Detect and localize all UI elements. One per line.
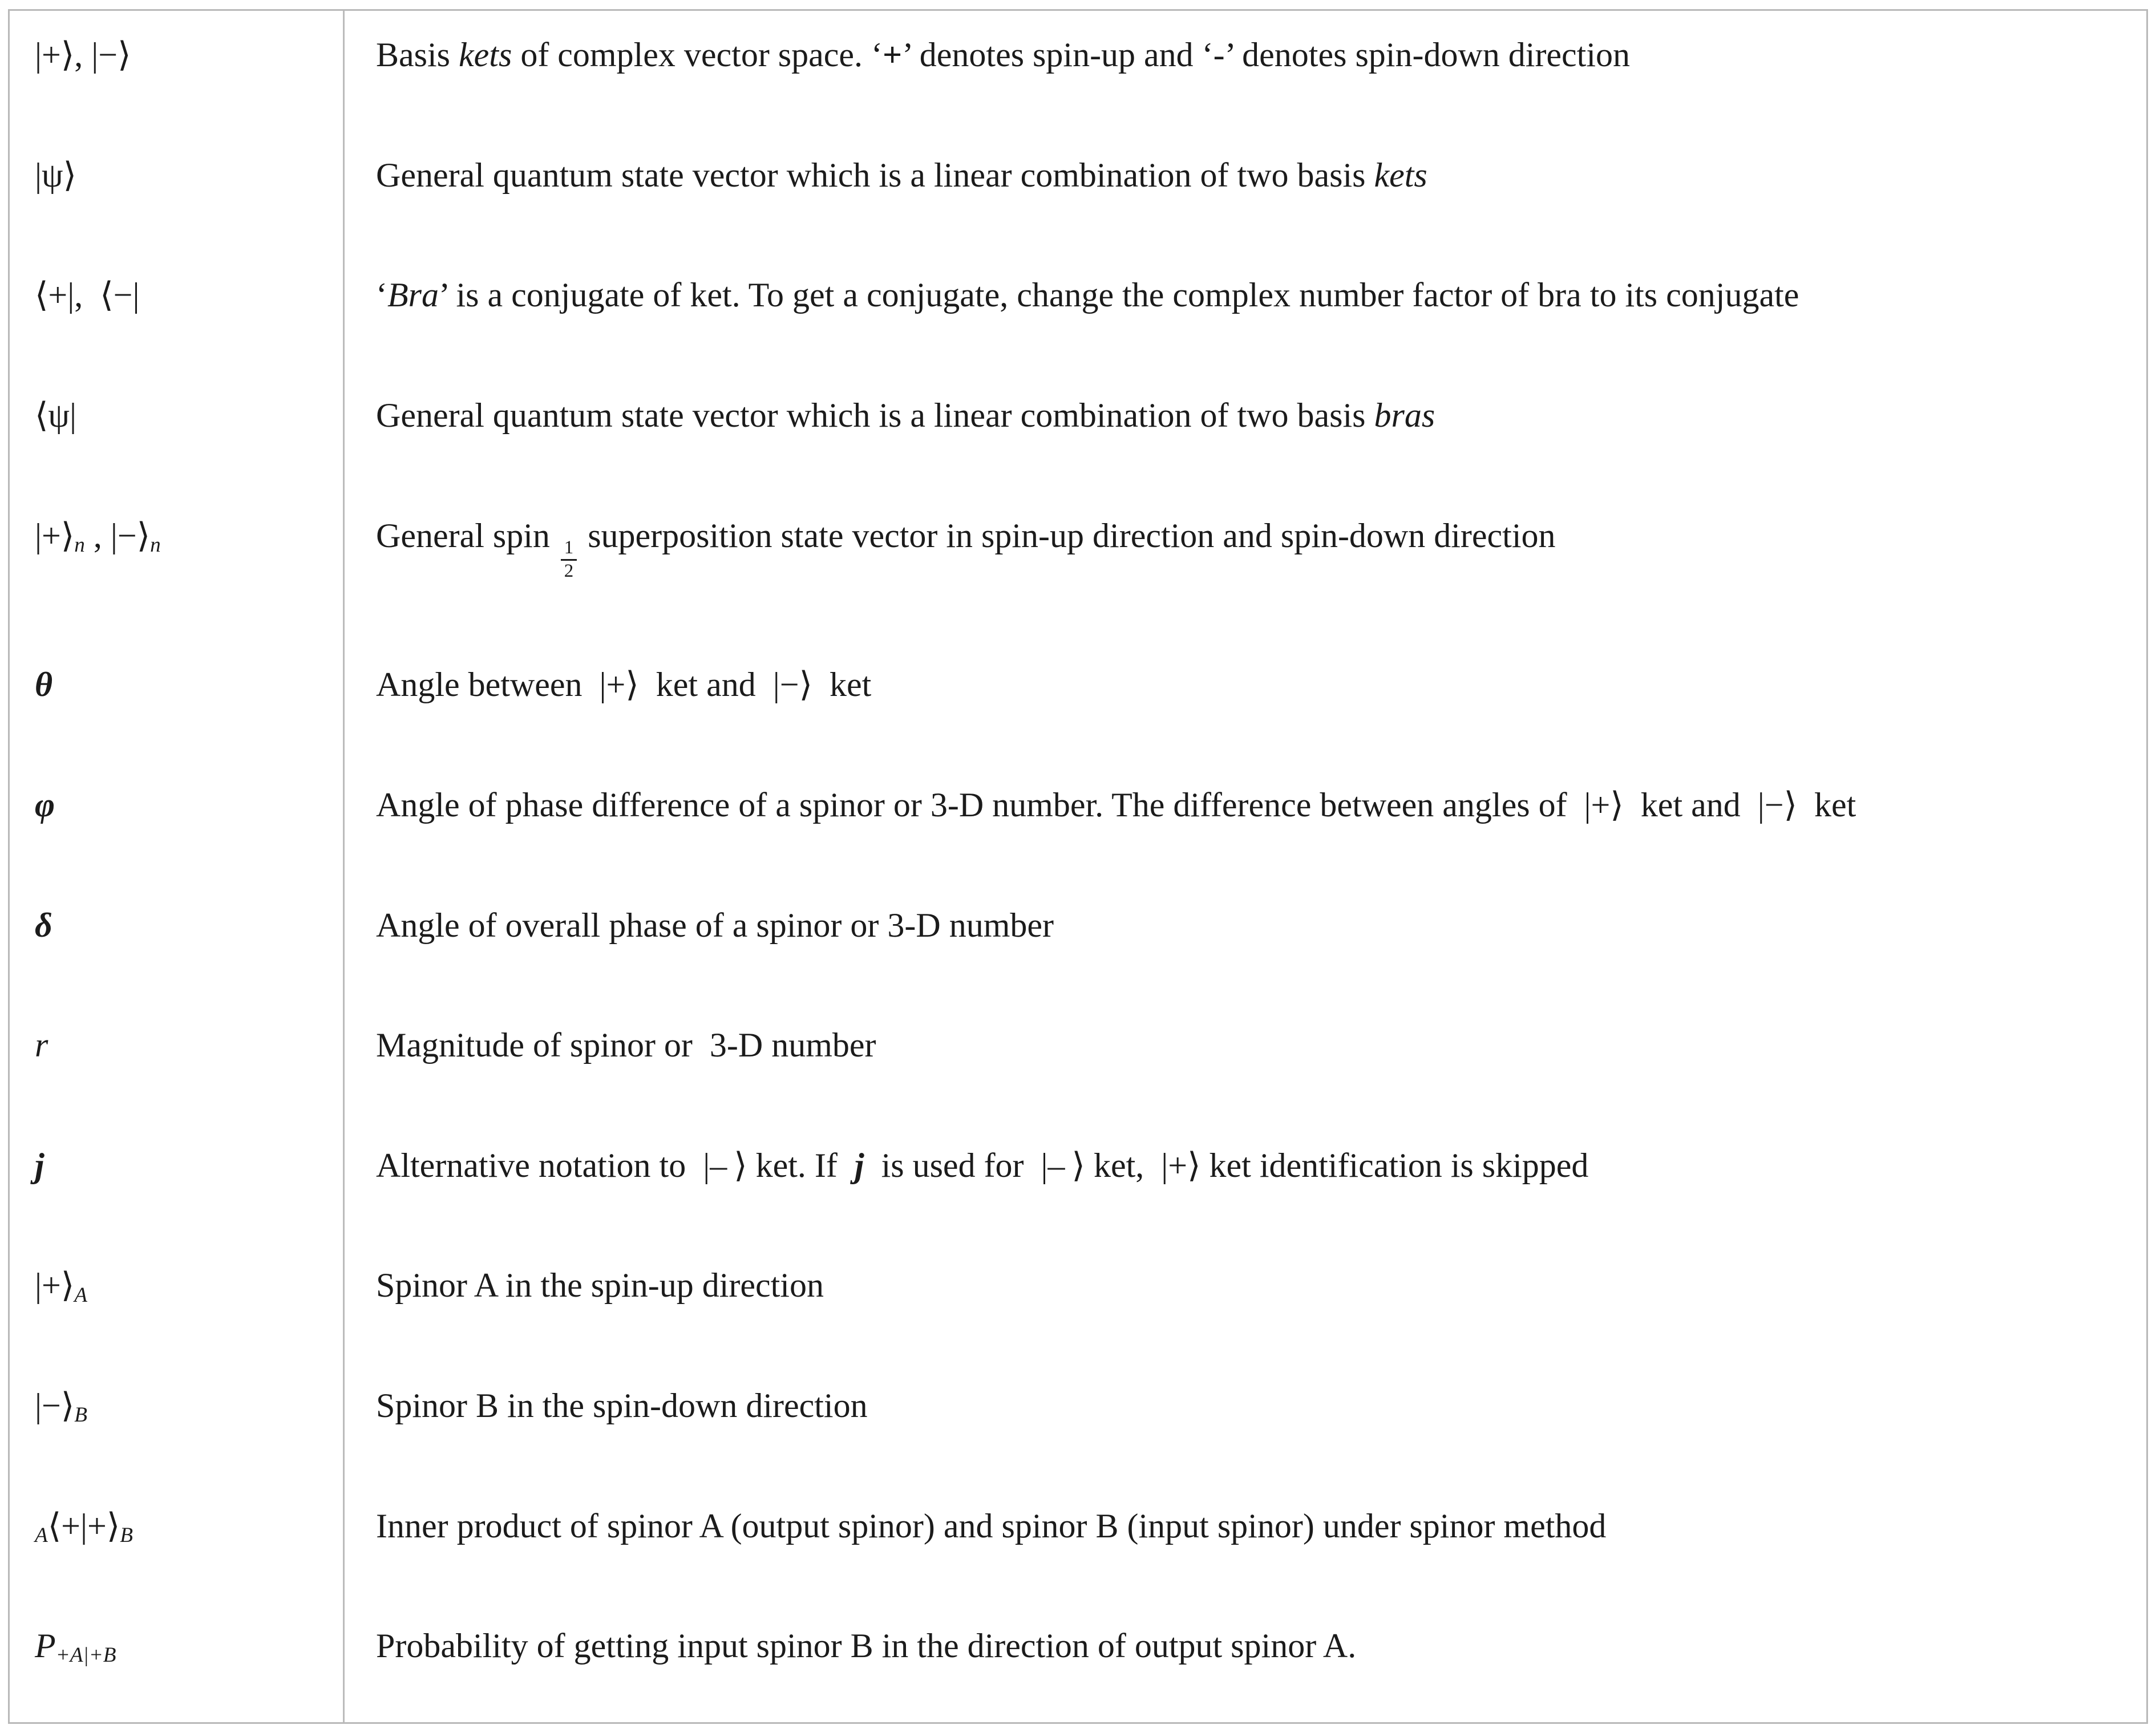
description-cell: Probability of getting input spinor B in the direction of output spinor A. xyxy=(376,1627,1357,1665)
fraction: $\frac{1}{2}$ xyxy=(561,537,577,582)
description-cell: General spin $\frac{1}{2}$ superposition state vector in spin-up direction and spin-down direction xyxy=(376,516,1556,581)
symbol-cell: |+⟩n , |−⟩n xyxy=(10,492,344,641)
table-row xyxy=(10,1241,2146,1362)
symbol-cell: θ xyxy=(10,641,344,761)
symbol-cell: δ xyxy=(10,881,344,1002)
table-row xyxy=(10,761,2146,881)
notation-table-body xyxy=(10,11,2146,1722)
symbol-cell: |+⟩A xyxy=(10,1241,344,1362)
symbol-cell: |ψ⟩ xyxy=(10,131,344,252)
description-cell: Spinor A in the spin-up direction xyxy=(376,1266,824,1305)
symbol-cell: P+A|+B xyxy=(10,1602,344,1722)
description-cell: General quantum state vector which is a linear combination of two basis kets xyxy=(376,156,1427,194)
table-row xyxy=(10,1001,2146,1121)
description-cell: Angle of overall phase of a spinor or 3-D number xyxy=(376,906,1054,944)
table-row xyxy=(10,11,2146,131)
table-row xyxy=(10,881,2146,1002)
table-row xyxy=(10,371,2146,492)
symbol-cell: A⟨+|+⟩B xyxy=(10,1482,344,1602)
table-row xyxy=(10,131,2146,252)
symbol-cell: j xyxy=(10,1121,344,1242)
notation-table xyxy=(10,11,2146,1722)
notation-table-frame xyxy=(8,9,2148,1724)
symbol-cell: |−⟩B xyxy=(10,1362,344,1482)
table-row xyxy=(10,251,2146,371)
description-cell: ‘Bra’ is a conjugate of ket. To get a conjugate, change the complex number factor of bra to its conjugate xyxy=(376,276,1799,314)
symbol-cell: ⟨+|, ⟨−| xyxy=(10,251,344,371)
description-cell: Spinor B in the spin-down direction xyxy=(376,1387,868,1425)
description-cell: General quantum state vector which is a linear combination of two basis bras xyxy=(376,396,1435,434)
description-cell: Inner product of spinor A (output spinor) and spinor B (input spinor) under spinor method xyxy=(376,1507,1607,1545)
table-row xyxy=(10,1602,2146,1722)
description-cell: Angle between |+⟩ ket and |−⟩ ket xyxy=(376,666,872,704)
symbol-cell: ⟨ψ| xyxy=(10,371,344,492)
table-row xyxy=(10,1362,2146,1482)
table-row xyxy=(10,492,2146,641)
description-cell: Magnitude of spinor or 3-D number xyxy=(376,1026,876,1064)
description-cell: Alternative notation to |– ⟩ ket. If j is used for |– ⟩ ket, |+⟩ ket identification is skipped xyxy=(376,1146,1589,1184)
table-row xyxy=(10,1482,2146,1602)
table-row xyxy=(10,641,2146,761)
symbol-cell: |+⟩, |−⟩ xyxy=(10,11,344,131)
symbol-cell: r xyxy=(10,1001,344,1121)
symbol-cell: φ xyxy=(10,761,344,881)
description-cell: Angle of phase difference of a spinor or 3-D number. The difference between angles of |+⟩ ket and |−⟩ ket xyxy=(376,785,1856,824)
table-row xyxy=(10,1121,2146,1242)
description-cell: Basis kets of complex vector space. ‘+’ denotes spin-up and ‘-’ denotes spin-down direction xyxy=(376,36,1631,74)
